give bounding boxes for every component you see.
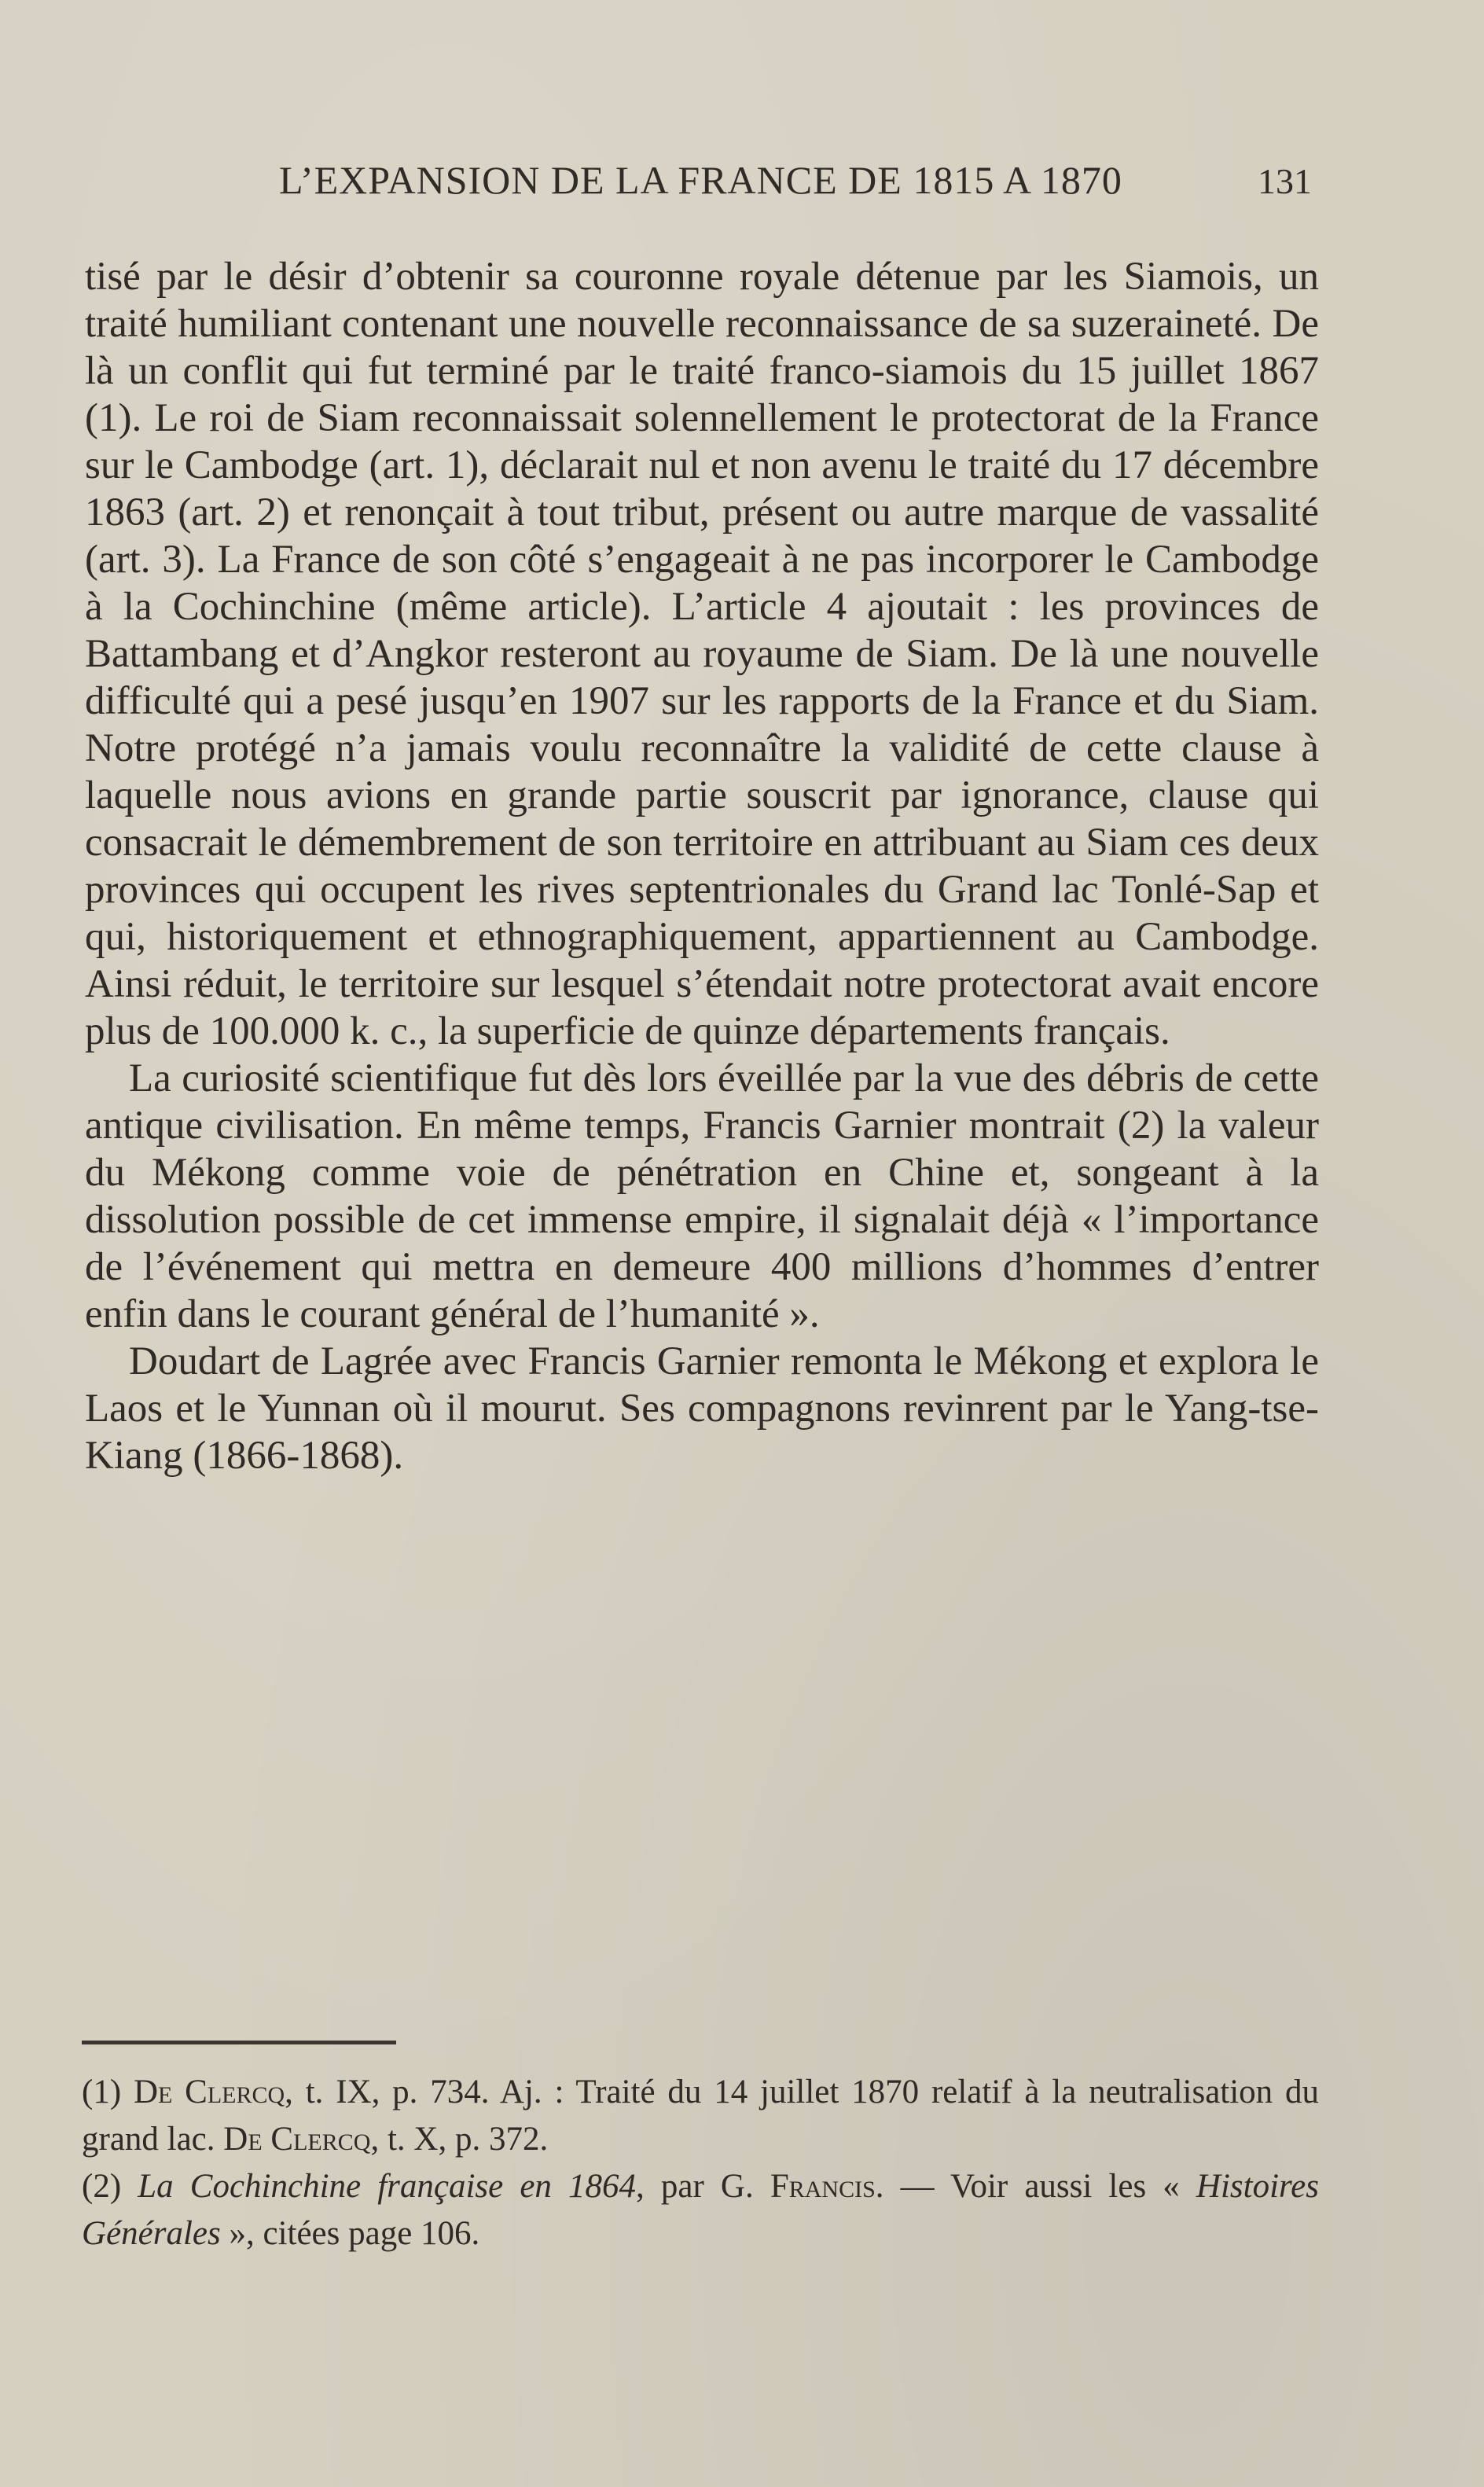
footnote-2-title-2: Histoires Générales (82, 2168, 1319, 2252)
paragraph-1: tisé par le désir d’obtenir sa couronne royale détenue par les Siamois, un traité humiliant contenant une nouvelle reconnaissance de sa suzeraineté. De là un conflit qui fut terminé par le traité franco-siamois du 15 juillet 1867 (1). Le roi de Siam reconnaissait solennellement le protectorat de la France sur le Cambodge (art. 1), déclarait nul et non avenu le traité du 17 décembre 1863 (art. 2) et renonçait à tout tribut, présent ou autre marque de vassalité (art. 3). La France de son côté s’engageait à ne pas incorporer le Cambodge à la Cochinchine (même article). L’article 4 ajoutait : les provinces de Battambang et d’Angkor resteront au royaume de Siam. De là une nouvelle difficulté qui a pesé jusqu’en 1907 sur les rapports de la France et du Siam. Notre protégé n’a jamais voulu reconnaître la validité de cette clause à laquelle nous avions en grande partie souscrit par ignorance, clause qui consacrait le démembrement de son territoire en attribuant au Siam ces deux provinces qui occupent les rives septentrionales du Grand lac Tonlé-Sap et qui, historiquement et ethnographiquement, appartiennent au Cambodge. Ainsi réduit, le territoire sur lesquel s’étendait notre protectorat avait encore plus de 100.000 k. c., la superficie de quinze départements français. (85, 255, 1319, 1053)
footnote-1-text-b: , t. X, p. 372. (370, 2121, 549, 2158)
page-number: 131 (1258, 161, 1312, 201)
main-text (85, 253, 1319, 1479)
footnote-2-text-c: », citées page 106. (220, 2215, 480, 2252)
paragraph-3: Doudart de Lagrée avec Francis Garnier remonta le Mékong et explora le Laos et le Yunnan où il mourut. Ses compagnons revinrent par le Yang-tse-Kiang (1866-1868). (85, 1339, 1319, 1478)
running-title: L’EXPANSION DE LA FRANCE DE 1815 A 1870 (279, 158, 1122, 202)
footnotes (82, 2069, 1319, 2257)
footnote-1 (82, 2069, 1319, 2163)
footnote-rule (82, 2041, 396, 2044)
footnote-2-marker: (2) (82, 2168, 138, 2205)
footnote-1-text-a: , t. IX, p. 734. Aj. : Traité du 14 juillet 1870 relatif à la neutralisation du grand lac. (82, 2074, 1319, 2158)
footnote-2-text-a: , par G. (636, 2168, 770, 2205)
footnote-2-author: Francis (770, 2168, 876, 2205)
footnote-1-author: De Clercq (133, 2074, 285, 2110)
paragraph-2: La curiosité scientifique fut dès lors éveillée par la vue des débris de cette antique civilisation. En même temps, Francis Garnier montrait (2) la valeur du Mékong comme voie de pénétration en Chine et, songeant à la dissolution possible de cet immense empire, il signalait déjà « l’importance de l’événement qui mettra en demeure 400 millions d’hommes d’entrer enfin dans le courant général de l’humanité ». (85, 1056, 1319, 1336)
footnote-2-title: La Cochinchine française en 1864 (138, 2168, 637, 2205)
footnote-2-text-b: . — Voir aussi les « (875, 2168, 1196, 2205)
footnote-1-author-2: De Clercq (223, 2121, 371, 2158)
footnote-1-marker: (1) (82, 2074, 134, 2110)
footnote-2 (82, 2163, 1319, 2257)
